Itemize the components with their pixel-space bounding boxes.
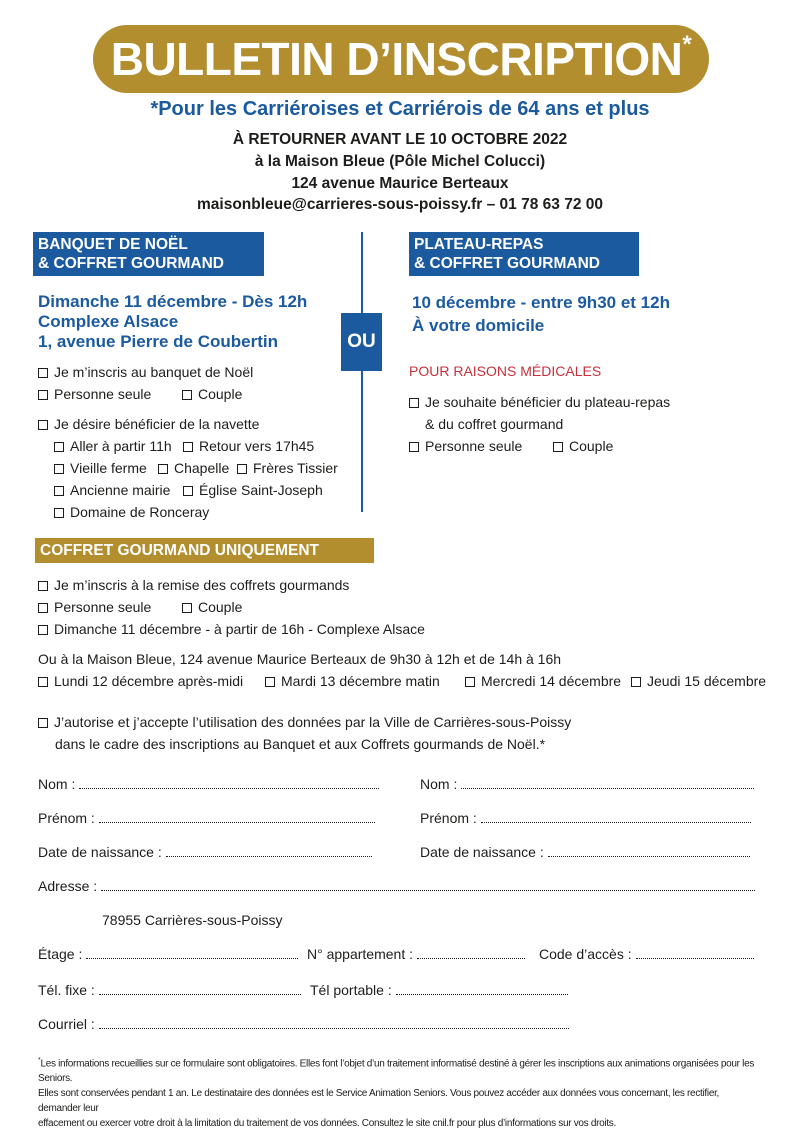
consent-line2: dans le cadre des inscriptions au Banquet et aux Coffrets gourmands de Noël.* [55, 736, 546, 752]
checkbox[interactable] [182, 390, 192, 400]
fill-line[interactable] [99, 1017, 569, 1029]
naissance-field-left[interactable]: Date de naissance : [38, 843, 372, 861]
naissance-field-right[interactable]: Date de naissance : [420, 843, 750, 861]
checkbox[interactable] [183, 486, 193, 496]
fill-line[interactable] [396, 983, 568, 995]
plateau-couple-option[interactable]: Couple [553, 437, 613, 455]
checkbox[interactable] [54, 486, 64, 496]
ville-text: 78955 Carrières-sous-Poissy [102, 912, 283, 928]
code-acces-field[interactable]: Code d’accès : [539, 945, 754, 963]
subtitle: *Pour les Carriéroises et Carriérois de 64 ans et plus [150, 98, 650, 120]
banquet-inscris-option[interactable]: Je m’inscris au banquet de Noël [38, 363, 253, 381]
plateau-souhaite-line2: & du coffret gourmand [425, 416, 564, 432]
banquet-couple-option[interactable]: Couple [182, 385, 242, 403]
coffret-mardi-option[interactable]: Mardi 13 décembre matin [265, 672, 440, 690]
fill-line[interactable] [481, 811, 751, 823]
stop-chapelle-option[interactable]: Chapelle [158, 459, 229, 477]
courriel-field[interactable]: Courriel : [38, 1015, 569, 1033]
tel-fixe-field[interactable]: Tél. fixe : [38, 981, 301, 999]
page-title: BULLETIN D’INSCRIPTION* [110, 31, 692, 85]
fill-line[interactable] [86, 947, 298, 959]
stop-eglise-option[interactable]: Église Saint-Joseph [183, 481, 323, 499]
maison-bleue-line: Ou à la Maison Bleue, 124 avenue Maurice Berteaux de 9h30 à 12h et de 14h à 16h [38, 651, 562, 667]
prenom-field-left[interactable]: Prénom : [38, 809, 375, 827]
coffret-jeudi-option[interactable]: Jeudi 15 décembre [631, 672, 766, 690]
banquet-label: BANQUET DE NOËL & COFFRET GOURMAND [33, 232, 264, 276]
coffret-inscris-option[interactable]: Je m’inscris à la remise des coffrets gourmands [38, 576, 349, 594]
stop-ancienne-mairie-option[interactable]: Ancienne mairie [54, 481, 170, 499]
banquet-when: Dimanche 11 décembre - Dès 12h [38, 292, 308, 311]
checkbox[interactable] [38, 368, 48, 378]
checkbox[interactable] [265, 677, 275, 687]
checkbox[interactable] [182, 603, 192, 613]
stop-freres-tissier-option[interactable]: Frères Tissier [237, 459, 338, 477]
contact: maisonbleue@carrieres-sous-poissy.fr – 01 78 63 72 00 [197, 196, 603, 213]
checkbox[interactable] [38, 420, 48, 430]
nom-field-right[interactable]: Nom : [420, 775, 754, 793]
plateau-souhaite-option[interactable]: Je souhaite bénéficier du plateau-repas [409, 393, 670, 411]
stop-vieille-ferme-option[interactable]: Vieille ferme [54, 459, 147, 477]
coffret-dimanche-option[interactable]: Dimanche 11 décembre - à partir de 16h - Complexe Alsace [38, 620, 425, 638]
plateau-seule-option[interactable]: Personne seule [409, 437, 522, 455]
ou-badge: OU [341, 313, 382, 371]
medical-note: POUR RAISONS MÉDICALES [409, 363, 602, 379]
fill-line[interactable] [461, 777, 754, 789]
plateau-label: PLATEAU-REPAS & COFFRET GOURMAND [409, 232, 639, 276]
legal-notice: *Les informations recueillies sur ce formulaire sont obligatoires. Elles font l’objet d’un traitement informatisé destiné à gérer les inscriptions aux animations organisées pour les Seniors. Elles sont conservées pendant 1 an. Le destinataire des données est le Service Animation Seniors. Vous pouvez accéder aux données vous concernant, les rectifier, demander leur effacement ou exercer votre droit à la limitation du traitement de vos données. Consultez le site cnil.fr pour plus d’informations sur vos droits. [38, 1057, 755, 1130]
stop-domaine-option[interactable]: Domaine de Ronceray [54, 503, 209, 521]
navette-retour-option[interactable]: Retour vers 17h45 [183, 437, 314, 455]
fill-line[interactable] [99, 983, 301, 995]
plateau-when: 10 décembre - entre 9h30 et 12h [412, 293, 670, 312]
deadline: À RETOURNER AVANT LE 10 OCTOBRE 2022 [232, 131, 568, 148]
fill-line[interactable] [79, 777, 379, 789]
checkbox[interactable] [38, 581, 48, 591]
etage-field[interactable]: Étage : [38, 945, 298, 963]
banquet-where: Complexe Alsace [38, 312, 179, 331]
checkbox[interactable] [54, 442, 64, 452]
coffret-seule-option[interactable]: Personne seule [38, 598, 151, 616]
coffret-couple-option[interactable]: Couple [182, 598, 242, 616]
coffret-lundi-option[interactable]: Lundi 12 décembre après-midi [38, 672, 243, 690]
checkbox[interactable] [465, 677, 475, 687]
coffret-mercredi-option[interactable]: Mercredi 14 décembre [465, 672, 621, 690]
checkbox[interactable] [409, 398, 419, 408]
banquet-navette-option[interactable]: Je désire bénéficier de la navette [38, 415, 259, 433]
adresse-field[interactable]: Adresse : [38, 877, 755, 895]
checkbox[interactable] [54, 464, 64, 474]
fill-line[interactable] [636, 947, 754, 959]
banquet-seule-option[interactable]: Personne seule [38, 385, 151, 403]
address: 124 avenue Maurice Berteaux [291, 175, 509, 192]
fill-line[interactable] [548, 845, 750, 857]
checkbox[interactable] [237, 464, 247, 474]
nom-field-left[interactable]: Nom : [38, 775, 379, 793]
checkbox[interactable] [38, 677, 48, 687]
navette-aller-option[interactable]: Aller à partir 11h [54, 437, 172, 455]
checkbox[interactable] [38, 718, 48, 728]
appartement-field[interactable]: N° appartement : [307, 945, 525, 963]
checkbox[interactable] [38, 603, 48, 613]
tel-portable-field[interactable]: Tél portable : [310, 981, 568, 999]
consent-option[interactable]: J’autorise et j’accepte l’utilisation des données par la Ville de Carrières-sous-Poissy [38, 713, 571, 731]
fill-line[interactable] [166, 845, 372, 857]
prenom-field-right[interactable]: Prénom : [420, 809, 751, 827]
fill-line[interactable] [99, 811, 375, 823]
checkbox[interactable] [158, 464, 168, 474]
coffret-label: COFFRET GOURMAND UNIQUEMENT [35, 538, 374, 563]
checkbox[interactable] [631, 677, 641, 687]
place: à la Maison Bleue (Pôle Michel Colucci) [254, 153, 546, 170]
fill-line[interactable] [101, 879, 755, 891]
plateau-where: À votre domicile [412, 316, 545, 335]
checkbox[interactable] [38, 390, 48, 400]
checkbox[interactable] [183, 442, 193, 452]
column-divider [361, 232, 363, 512]
fill-line[interactable] [417, 947, 525, 959]
checkbox[interactable] [38, 625, 48, 635]
checkbox[interactable] [54, 508, 64, 518]
checkbox[interactable] [553, 442, 563, 452]
banquet-street: 1, avenue Pierre de Coubertin [38, 332, 278, 351]
checkbox[interactable] [409, 442, 419, 452]
